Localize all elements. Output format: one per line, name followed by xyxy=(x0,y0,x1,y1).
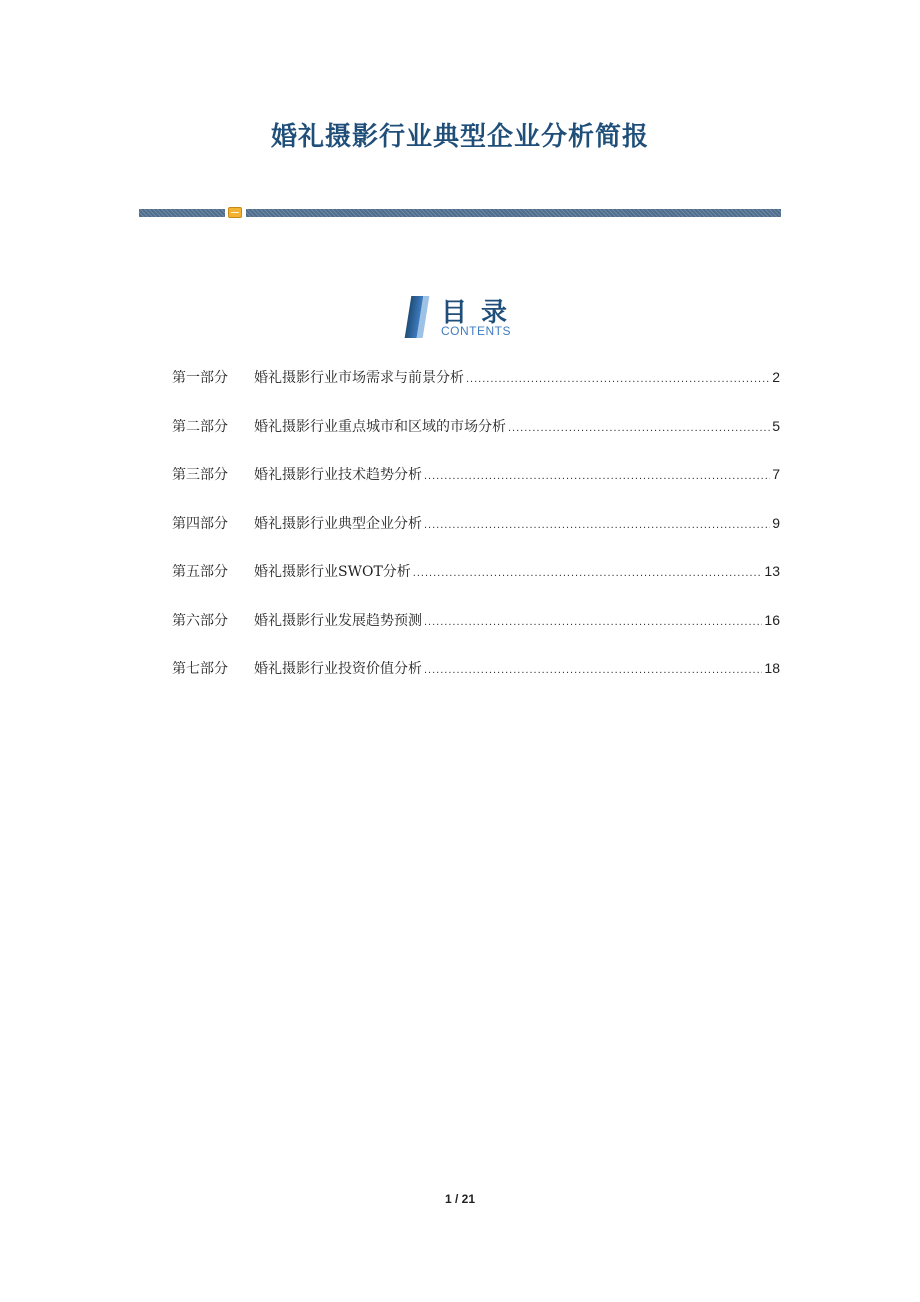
toc-entry-page[interactable]: 16 xyxy=(764,611,780,628)
header-rule-left xyxy=(139,209,225,217)
toc-leader-dots xyxy=(508,422,770,434)
document-title: 婚礼摄影行业典型企业分析简报 xyxy=(270,122,649,152)
toc-entry-page[interactable]: 13 xyxy=(764,563,780,579)
header-rule-right xyxy=(246,209,781,217)
page-indicator: 1 / 21 xyxy=(444,1192,476,1206)
toc-leader-dots xyxy=(466,373,770,385)
toc-entry-text[interactable]: 婚礼摄影行业市场需求与前景分析 xyxy=(254,370,464,386)
toc-entry-part: 第三部分 xyxy=(172,467,228,483)
toc-heading xyxy=(405,292,525,340)
toc-entry-page[interactable]: 5 xyxy=(772,417,780,434)
toc-entry-text[interactable]: 婚礼摄影行业典型企业分析 xyxy=(254,515,422,532)
toc-list xyxy=(172,367,780,707)
toc-subtitle: CONTENTS xyxy=(441,324,511,338)
envelope-icon xyxy=(228,207,242,218)
toc-entry-part: 第二部分 xyxy=(172,418,228,435)
toc-entry[interactable] xyxy=(172,513,780,562)
toc-entry[interactable] xyxy=(172,464,780,513)
toc-entry-text[interactable]: 婚礼摄影行业重点城市和区域的市场分析 xyxy=(254,418,506,435)
toc-leader-dots xyxy=(424,470,770,482)
toc-entry-part: 第六部分 xyxy=(172,612,228,629)
toc-leader-dots xyxy=(424,664,762,676)
toc-entry-part: 第四部分 xyxy=(172,515,228,532)
toc-entry-part: 第一部分 xyxy=(172,370,228,386)
toc-entry[interactable] xyxy=(172,561,780,610)
toc-entry-page[interactable]: 7 xyxy=(772,466,780,482)
toc-entry-text[interactable]: 婚礼摄影行业技术趋势分析 xyxy=(254,467,422,483)
toc-title: 目录 xyxy=(441,298,522,328)
toc-leader-dots xyxy=(413,567,763,579)
toc-entry[interactable] xyxy=(172,367,780,416)
toc-leader-dots xyxy=(424,519,770,531)
toc-entry-text[interactable]: 婚礼摄影行业投资价值分析 xyxy=(254,661,422,677)
toc-entry-part: 第七部分 xyxy=(172,661,228,677)
toc-entry-text[interactable]: 婚礼摄影行业SWOT分析 xyxy=(254,564,411,580)
toc-entry[interactable] xyxy=(172,610,780,659)
toc-leader-dots xyxy=(424,616,762,628)
toc-entry-text[interactable]: 婚礼摄影行业发展趋势预测 xyxy=(254,612,422,629)
toc-entry-page[interactable]: 2 xyxy=(772,369,780,385)
toc-entry-page[interactable]: 9 xyxy=(772,514,780,531)
toc-entry-page[interactable]: 18 xyxy=(764,660,780,676)
toc-entry-part: 第五部分 xyxy=(172,564,228,580)
toc-entry[interactable] xyxy=(172,658,780,707)
toc-entry[interactable] xyxy=(172,416,780,465)
